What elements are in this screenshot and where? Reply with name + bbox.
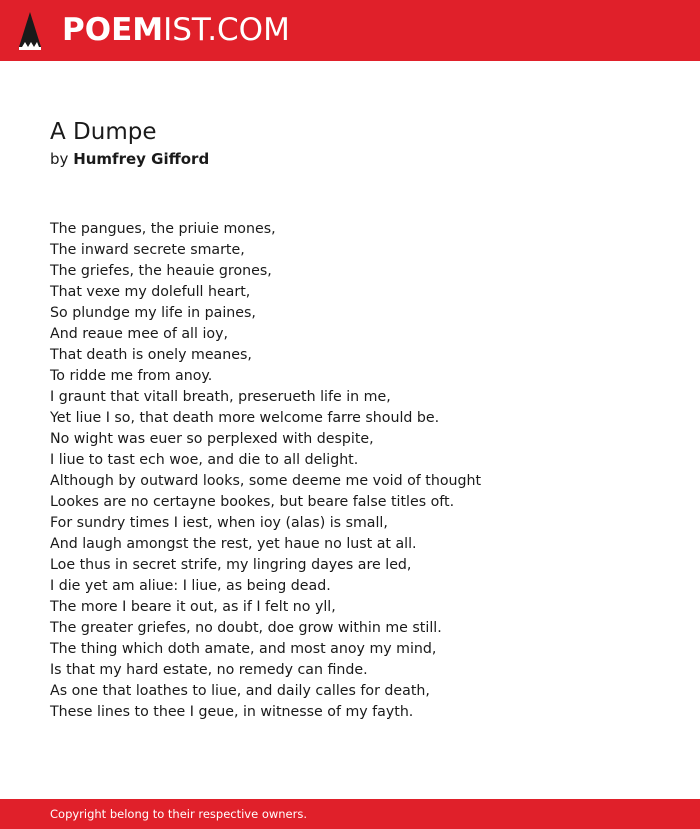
poem-line: I die yet am aliue: I liue, as being dead. [50,578,331,594]
poem-line: The greater griefes, no doubt, doe grow within me still. [50,620,442,636]
poem-line: As one that loathes to liue, and daily calles for death, [50,683,430,699]
poem-author: Humfrey Gifford [73,150,210,168]
poem-line: Although by outward looks, some deeme me void of thought [50,473,482,489]
poem-line: So plundge my life in paines, [50,305,256,321]
copyright-notice: Copyright belong to their respective owners. [50,807,308,821]
poem-title: A Dumpe [50,119,157,145]
poem-line: I graunt that vitall breath, preserueth life in me, [50,389,391,405]
poem-line: Is that my hard estate, no remedy can finde. [50,662,368,678]
poem-line: For sundry times I iest, when ioy (alas) is small, [50,515,388,531]
poem-line: That vexe my dolefull heart, [50,284,251,300]
poem-line: These lines to thee I geue, in witnesse of my fayth. [50,704,414,720]
site-footer [0,799,700,829]
poem-line: The inward secrete smarte, [50,242,245,258]
poem-line: That death is onely meanes, [50,347,252,363]
pencil-tip-icon[interactable] [18,11,42,51]
poem-line: The thing which doth amate, and most anoy my mind, [50,641,437,657]
logo-brand-light: IST.COM [163,12,290,48]
poem-line: The griefes, the heauie grones, [50,263,272,279]
poem-byline [50,149,209,169]
poem-line: No wight was euer so perplexed with despite, [50,431,374,447]
poem-line: And reaue mee of all ioy, [50,326,228,342]
poem-line: Loe thus in secret strife, my lingring dayes are led, [50,557,412,573]
poem-line: I liue to tast ech woe, and die to all delight. [50,452,359,468]
site-header [0,0,700,61]
poem-line: And laugh amongst the rest, yet haue no lust at all. [50,536,417,552]
logo-brand-bold: POEM [62,12,164,48]
poem-line: Yet liue I so, that death more welcome farre should be. [50,410,440,426]
poem-line: The pangues, the priuie mones, [50,221,276,237]
poem-line: The more I beare it out, as if I felt no yll, [50,599,336,615]
site-logo[interactable] [62,12,290,48]
poem-body [50,219,481,723]
poem-line: To ridde me from anoy. [50,368,213,384]
byline-label: by [50,150,69,168]
poem-line: Lookes are no certayne bookes, but beare false titles oft. [50,494,455,510]
